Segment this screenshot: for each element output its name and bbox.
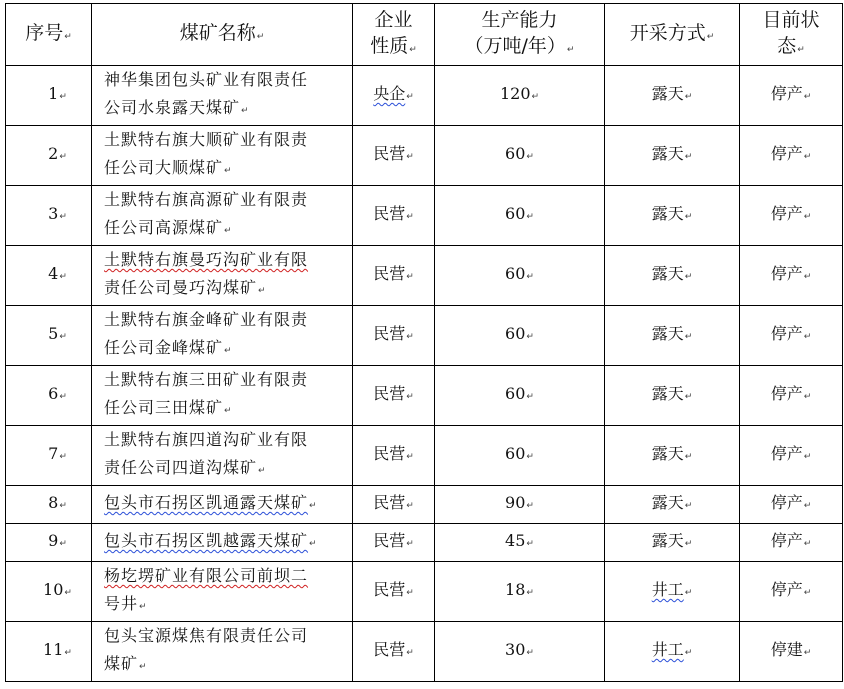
cell-status: 停产↵: [740, 246, 843, 306]
table-row: [6, 622, 843, 682]
cell-index: 4↵: [6, 246, 92, 306]
cell-capacity: 120↵: [435, 66, 605, 126]
table-row: [6, 246, 843, 306]
cell-mine-name: 土默特右旗三田矿业有限责 任公司三田煤矿↵: [92, 366, 353, 426]
cell-method: 露天↵: [605, 426, 740, 486]
cell-method: 露天↵: [605, 366, 740, 426]
cell-nature: 央企↵: [353, 66, 435, 126]
cell-nature: 民营↵: [353, 366, 435, 426]
cell-method: 井工↵: [605, 622, 740, 682]
cell-status: 停产↵: [740, 126, 843, 186]
cell-capacity: 90↵: [435, 486, 605, 524]
cell-capacity: 60↵: [435, 246, 605, 306]
cell-nature: 民营↵: [353, 622, 435, 682]
cell-mine-name: 包头市石拐区凯通露天煤矿↵: [92, 486, 353, 524]
cell-method: 露天↵: [605, 66, 740, 126]
cell-mine-name: 杨圪塄矿业有限公司前坝二 号井↵: [92, 562, 353, 622]
cell-mine-name: 土默特右旗大顺矿业有限责 任公司大顺煤矿↵: [92, 126, 353, 186]
cell-method: 露天↵: [605, 524, 740, 562]
cell-capacity: 60↵: [435, 366, 605, 426]
cell-index: 1↵: [6, 66, 92, 126]
cell-index: 9↵: [6, 524, 92, 562]
header-row: [6, 4, 843, 66]
header-index: 序号↵: [6, 4, 92, 66]
cell-status: 停产↵: [740, 66, 843, 126]
cell-status: 停产↵: [740, 486, 843, 524]
cell-method: 露天↵: [605, 246, 740, 306]
cell-nature: 民营↵: [353, 186, 435, 246]
header-nature: 企业 性质↵: [353, 4, 435, 66]
cell-method: 井工↵: [605, 562, 740, 622]
cell-capacity: 30↵: [435, 622, 605, 682]
cell-nature: 民营↵: [353, 306, 435, 366]
cell-nature: 民营↵: [353, 486, 435, 524]
cell-mine-name: 土默特右旗金峰矿业有限责 任公司金峰煤矿↵: [92, 306, 353, 366]
cell-status: 停建↵: [740, 622, 843, 682]
cell-index: 11↵: [6, 622, 92, 682]
cell-index: 7↵: [6, 426, 92, 486]
cell-nature: 民营↵: [353, 562, 435, 622]
table-row: [6, 366, 843, 426]
table-row: [6, 126, 843, 186]
cell-capacity: 60↵: [435, 426, 605, 486]
cell-index: 3↵: [6, 186, 92, 246]
cell-index: 6↵: [6, 366, 92, 426]
header-name: 煤矿名称↵: [92, 4, 353, 66]
cell-status: 停产↵: [740, 186, 843, 246]
cell-capacity: 60↵: [435, 186, 605, 246]
table-row: [6, 186, 843, 246]
cell-capacity: 18↵: [435, 562, 605, 622]
cell-mine-name: 土默特右旗曼巧沟矿业有限 责任公司曼巧沟煤矿↵: [92, 246, 353, 306]
table-row: [6, 524, 843, 562]
table-row: [6, 306, 843, 366]
cell-nature: 民营↵: [353, 524, 435, 562]
header-method: 开采方式↵: [605, 4, 740, 66]
cell-method: 露天↵: [605, 486, 740, 524]
cell-capacity: 60↵: [435, 306, 605, 366]
cell-method: 露天↵: [605, 306, 740, 366]
cell-nature: 民营↵: [353, 426, 435, 486]
header-status: 目前状 态↵: [740, 4, 843, 66]
cell-capacity: 60↵: [435, 126, 605, 186]
cell-capacity: 45↵: [435, 524, 605, 562]
cell-mine-name: 土默特右旗四道沟矿业有限 责任公司四道沟煤矿↵: [92, 426, 353, 486]
cell-index: 2↵: [6, 126, 92, 186]
cell-method: 露天↵: [605, 186, 740, 246]
table-row: [6, 486, 843, 524]
table-row: [6, 562, 843, 622]
cell-mine-name: 土默特右旗高源矿业有限责 任公司高源煤矿↵: [92, 186, 353, 246]
cell-mine-name: 神华集团包头矿业有限责任 公司水泉露天煤矿↵: [92, 66, 353, 126]
cell-method: 露天↵: [605, 126, 740, 186]
cell-mine-name: 包头宝源煤焦有限责任公司 煤矿↵: [92, 622, 353, 682]
cell-status: 停产↵: [740, 306, 843, 366]
cell-status: 停产↵: [740, 366, 843, 426]
cell-index: 8↵: [6, 486, 92, 524]
cell-index: 5↵: [6, 306, 92, 366]
header-capacity: 生产能力 （万吨/年）↵: [435, 4, 605, 66]
cell-nature: 民营↵: [353, 126, 435, 186]
cell-status: 停产↵: [740, 524, 843, 562]
cell-nature: 民营↵: [353, 246, 435, 306]
cell-status: 停产↵: [740, 562, 843, 622]
coal-mine-table: [5, 3, 843, 682]
table-row: [6, 426, 843, 486]
table-row: [6, 66, 843, 126]
cell-index: 10↵: [6, 562, 92, 622]
cell-mine-name: 包头市石拐区凯越露天煤矿↵: [92, 524, 353, 562]
cell-status: 停产↵: [740, 426, 843, 486]
